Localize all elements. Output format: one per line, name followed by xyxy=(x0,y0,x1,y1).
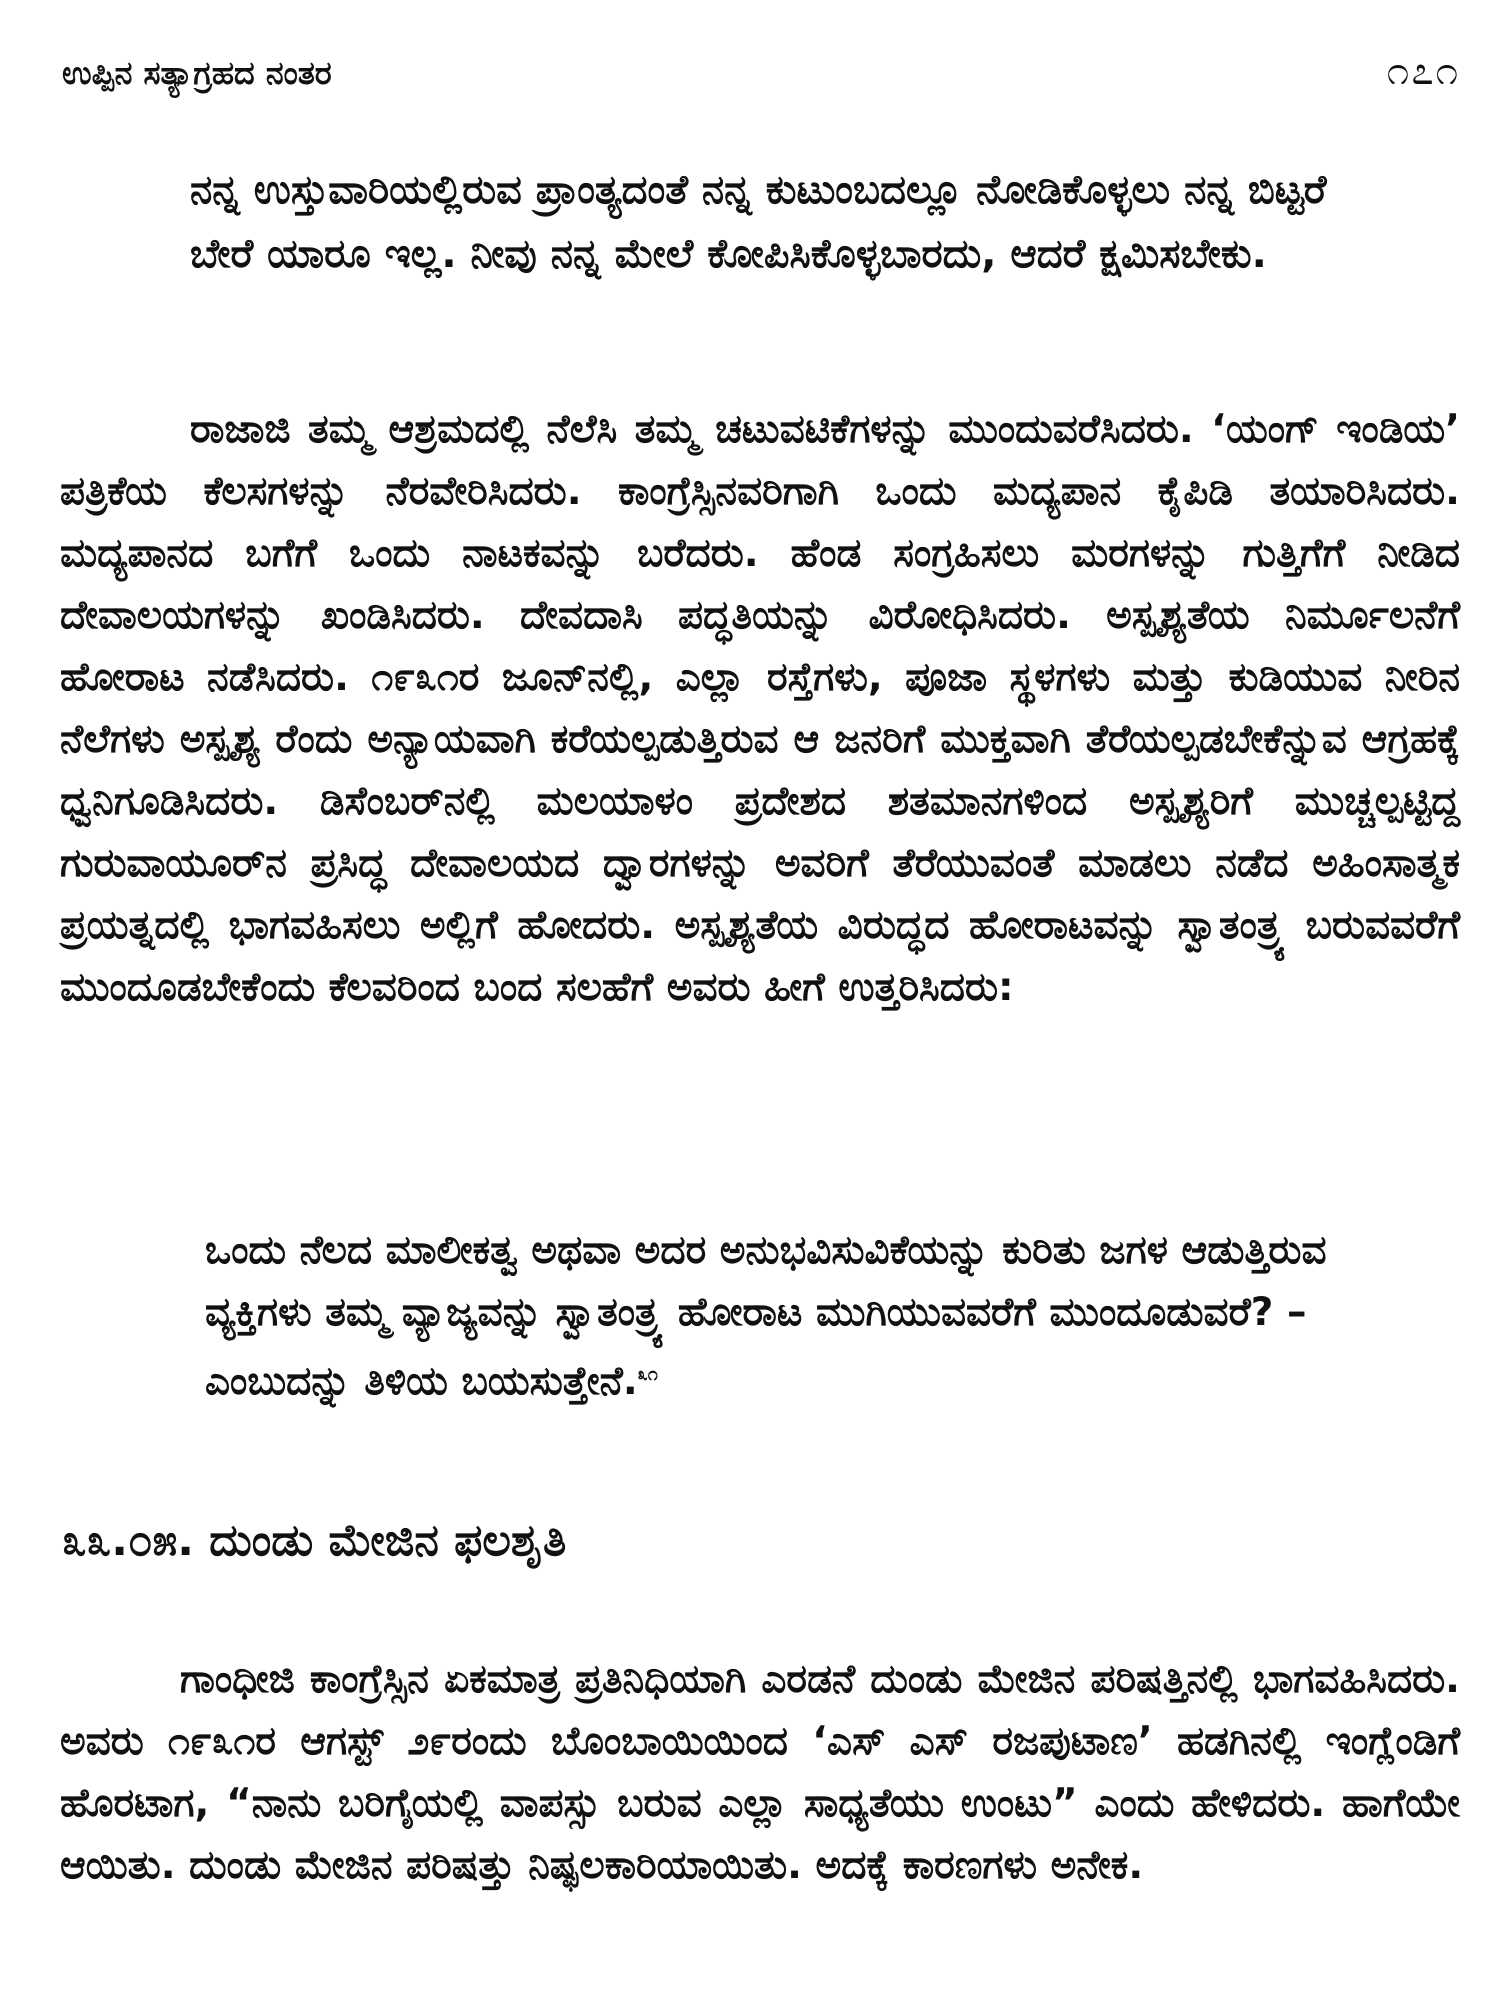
block-quote-top xyxy=(190,158,1350,286)
block-quote-2-body xyxy=(205,1220,1345,1413)
running-title: ಉಪ್ಪಿನ ಸತ್ಯಾಗ್ರಹದ ನಂತರ xyxy=(62,54,332,92)
footnote-marker: ೩೧ xyxy=(637,1364,658,1385)
block-quote-2 xyxy=(205,1220,1345,1413)
paragraph-2-text: ಗಾಂಧೀಜಿ ಕಾಂಗ್ರೆಸ್ಸಿನ ಏಕಮಾತ್ರ ಪ್ರತಿನಿಧಿಯಾಗಿ ಎರಡನೆ ದುಂಡು ಮೇಜಿನ ಪರಿಷತ್ತಿನಲ್ಲಿ ಭಾಗವಹಿಸಿದರು. ಅವರು ೧೯೩೧ರ ಆಗಸ್ಟ್ ೨೯ರಂದು ಬೊಂಬಾಯಿಯಿಂದ ‘ಎಸ್ ಎಸ್ ರಜಪುಟಾಣ’ ಹಡಗಿನಲ್ಲಿ ಇಂಗ್ಲೆಂಡಿಗೆ ಹೊರಟಾಗ, “ನಾನು ಬರಿಗೈಯಲ್ಲಿ ವಾಪಸ್ಸು ಬರುವ ಎಲ್ಲಾ ಸಾಧ್ಯತೆಯು ಉಂಟು” ಎಂದು ಹೇಳಿದರು. ಹಾಗೆಯೇ ಆಯಿತು. ದುಂಡು ಮೇಜಿನ ಪರಿಷತ್ತು ನಿಷ್ಫಲಕಾರಿಯಾಯಿತು. ಅದಕ್ಕೆ ಕಾರಣಗಳು ಅನೇಕ. xyxy=(60,1657,1460,1888)
section-heading: ೩೩.೦೫. ದುಂಡು ಮೇಜಿನ ಫಲಶೃತಿ xyxy=(62,1515,567,1566)
page-number: ೧೭೧ xyxy=(1386,48,1460,94)
running-header xyxy=(62,48,1460,94)
block-quote-2-text: ಒಂದು ನೆಲದ ಮಾಲೀಕತ್ವ ಅಥವಾ ಅದರ ಅನುಭವಿಸುವಿಕೆಯನ್ನು ಕುರಿತು ಜಗಳ ಆಡುತ್ತಿರುವ ವ್ಯಕ್ತಿಗಳು ತಮ್ಮ ವ್ಯಾಜ್ಯವನ್ನು ಸ್ವಾತಂತ್ರ್ಯ ಹೋರಾಟ ಮುಗಿಯುವವರೆಗೆ ಮುಂದೂಡುವರೆ? – ಎಂಬುದನ್ನು ತಿಳಿಯ ಬಯಸುತ್ತೇನೆ. xyxy=(205,1228,1327,1404)
paragraph-1-text: ರಾಜಾಜಿ ತಮ್ಮ ಆಶ್ರಮದಲ್ಲಿ ನೆಲೆಸಿ ತಮ್ಮ ಚಟುವಟಿಕೆಗಳನ್ನು ಮುಂದುವರೆಸಿದರು. ‘ಯಂಗ್ ಇಂಡಿಯ’ ಪತ್ರಿಕೆಯ ಕೆಲಸಗಳನ್ನು ನೆರವೇರಿಸಿದರು. ಕಾಂಗ್ರೆಸ್ಸಿನವರಿಗಾಗಿ ಒಂದು ಮದ್ಯಪಾನ ಕೈಪಿಡಿ ತಯಾರಿಸಿದರು. ಮದ್ಯಪಾನದ ಬಗೆಗೆ ಒಂದು ನಾಟಕವನ್ನು ಬರೆದರು. ಹೆಂಡ ಸಂಗ್ರಹಿಸಲು ಮರಗಳನ್ನು ಗುತ್ತಿಗೆಗೆ ನೀಡಿದ ದೇವಾಲಯಗಳನ್ನು ಖಂಡಿಸಿದರು. ದೇವದಾಸಿ ಪದ್ಧತಿಯನ್ನು ವಿರೋಧಿಸಿದರು. ಅಸ್ಪೃಶ್ಯತೆಯ ನಿರ್ಮೂಲನೆಗೆ ಹೋರಾಟ ನಡೆಸಿದರು. ೧೯೩೧ರ ಜೂನ್‌ನಲ್ಲಿ, ಎಲ್ಲಾ ರಸ್ತೆಗಳು, ಪೂಜಾ ಸ್ಥಳಗಳು ಮತ್ತು ಕುಡಿಯುವ ನೀರಿನ ನೆಲೆಗಳು ಅಸ್ಪೃಶ್ಯ ರೆಂದು ಅನ್ಯಾಯವಾಗಿ ಕರೆಯಲ್ಪಡುತ್ತಿರುವ ಆ ಜನರಿಗೆ ಮುಕ್ತವಾಗಿ ತೆರೆಯಲ್ಪಡಬೇಕೆನ್ನುವ ಆಗ್ರಹಕ್ಕೆ ಧ್ವನಿಗೂಡಿಸಿದರು. ಡಿಸೆಂಬರ್‌ನಲ್ಲಿ ಮಲಯಾಳಂ ಪ್ರದೇಶದ ಶತಮಾನಗಳಿಂದ ಅಸ್ಪೃಶ್ಯರಿಗೆ ಮುಚ್ಚಲ್ಪಟ್ಟಿದ್ದ ಗುರುವಾಯೂರ್‌ನ ಪ್ರಸಿದ್ಧ ದೇವಾಲಯದ ದ್ವಾರಗಳನ್ನು ಅವರಿಗೆ ತೆರೆಯುವಂತೆ ಮಾಡಲು ನಡೆದ ಅಹಿಂಸಾತ್ಮಕ ಪ್ರಯತ್ನದಲ್ಲಿ ಭಾಗವಹಿಸಲು ಅಲ್ಲಿಗೆ ಹೋದರು. ಅಸ್ಪೃಶ್ಯತೆಯ ವಿರುದ್ಧದ ಹೋರಾಟವನ್ನು ಸ್ವಾತಂತ್ರ್ಯ ಬರುವವರೆಗೆ ಮುಂದೂಡಬೇಕೆಂದು ಕೆಲವರಿಂದ ಬಂದ ಸಲಹೆಗೆ ಅವರು ಹೀಗೆ ಉತ್ತರಿಸಿದರು: xyxy=(60,407,1460,1010)
paragraph-1 xyxy=(60,360,1460,1058)
paragraph-2 xyxy=(60,1610,1460,1936)
block-quote-top-text: ನನ್ನ ಉಸ್ತುವಾರಿಯಲ್ಲಿರುವ ಪ್ರಾಂತ್ಯದಂತೆ ನನ್ನ ಕುಟುಂಬದಲ್ಲೂ ನೋಡಿಕೊಳ್ಳಲು ನನ್ನ ಬಿಟ್ಟರೆ ಬೇರೆ ಯಾರೂ ಇಲ್ಲ. ನೀವು ನನ್ನ ಮೇಲೆ ಕೋಪಿಸಿಕೊಳ್ಳಬಾರದು, ಆದರೆ ಕ್ಷಮಿಸಬೇಕು. xyxy=(190,167,1327,277)
